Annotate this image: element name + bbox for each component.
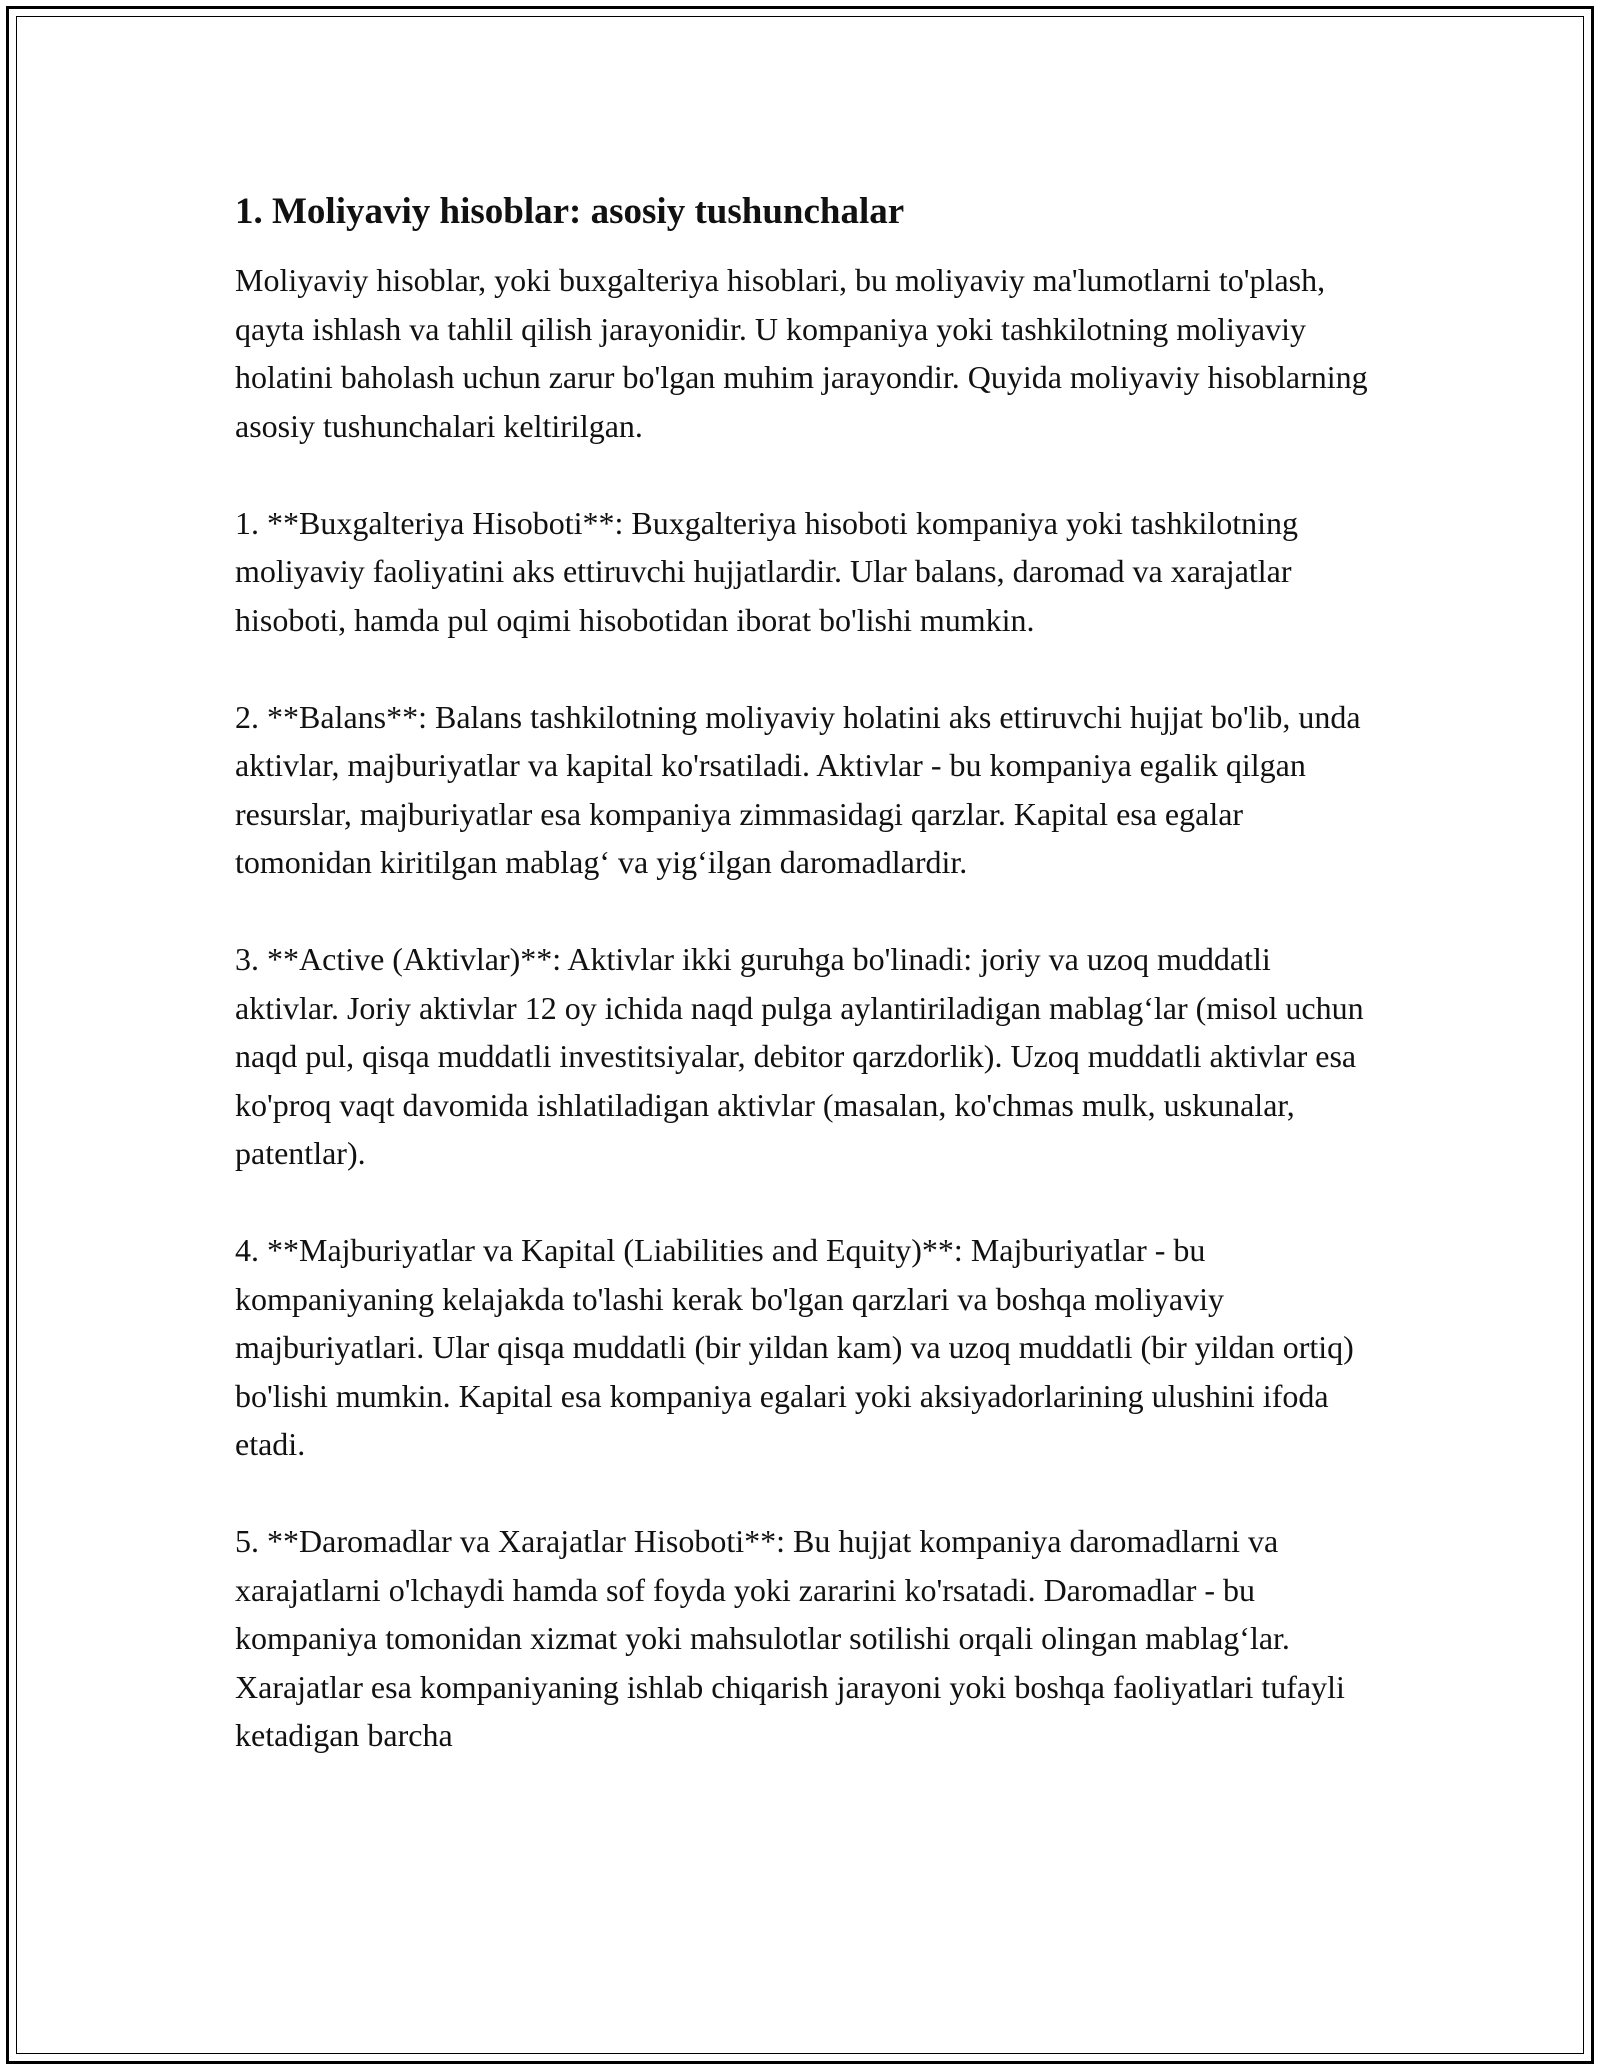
list-item-majburiyatlar-va-kapital: 4. **Majburiyatlar va Kapital (Liabilities and Equity)**: Majburiyatlar - bu kompaniyaning kelajakda to'lashi kerak bo'lgan qarzlari va boshqa moliyaviy majburiyatlari. Ular qisqa muddatli (bir yildan kam) va uzoq muddatli (bir yildan ortiq) bo'lishi mumkin. Kapital esa kompaniya egalari yoki aksiyadorlarining ulushini ifoda etadi. [235, 1232, 1354, 1462]
intro-paragraph: Moliyaviy hisoblar, yoki buxgalteriya hisoblari, bu moliyaviy ma'lumotlarni to'plash, qayta ishlash va tahlil qilish jarayonidir. U kompaniya yoki tashkilotning moliyaviy holatini baholash uchun zarur bo'lgan muhim jarayondir. Quyida moliyaviy hisoblarning asosiy tushunchalari keltirilgan. [235, 262, 1368, 444]
list-item-balans: 2. **Balans**: Balans tashkilotning moliyaviy holatini aks ettiruvchi hujjat bo'lib, unda aktivlar, majburiyatlar va kapital ko'rsatiladi. Aktivlar - bu kompaniya egalik qilgan resurslar, majburiyatlar esa kompaniya zimmasidagi qarzlar. Kapital esa egalar tomonidan kiritilgan mablag‘ va yig‘ilgan daromadlardir. [235, 698, 1361, 880]
document-body [235, 188, 1370, 1808]
section-heading: 1. Moliyaviy hisoblar: asosiy tushunchalar [235, 191, 905, 232]
list-item-aktivlar: 3. **Active (Aktivlar)**: Aktivlar ikki guruhga bo'linadi: joriy va uzoq muddatli aktivlar. Joriy aktivlar 12 oy ichida naqd pulga aylantiriladigan mablag‘lar (misol uchun naqd pul, qisqa muddatli investitsiyalar, debitor qarzdorlik). Uzoq muddatli aktivlar esa ko'proq vaqt davomida ishlatiladigan aktivlar (masalan, ko'chmas mulk, uskunalar, patentlar). [235, 941, 1364, 1171]
list-item-buxgalteriya-hisoboti: 1. **Buxgalteriya Hisoboti**: Buxgalteriya hisoboti kompaniya yoki tashkilotning moliyaviy faoliyatini aks ettiruvchi hujjatlardir. Ular balans, daromad va xarajatlar hisoboti, hamda pul oqimi hisobotidan iborat bo'lishi mumkin. [235, 504, 1298, 638]
list-item-daromadlar-va-xarajatlar: 5. **Daromadlar va Xarajatlar Hisoboti**: Bu hujjat kompaniya daromadlarni va xarajatlarni o'lchaydi hamda sof foyda yoki zararini ko'rsatadi. Daromadlar - bu kompaniya tomonidan xizmat yoki mahsulotlar sotilishi orqali olingan mablag‘lar. Xarajatlar esa kompaniyaning ishlab chiqarish jarayoni yoki boshqa faoliyatlari tufayli ketadigan barcha [235, 1523, 1345, 1753]
